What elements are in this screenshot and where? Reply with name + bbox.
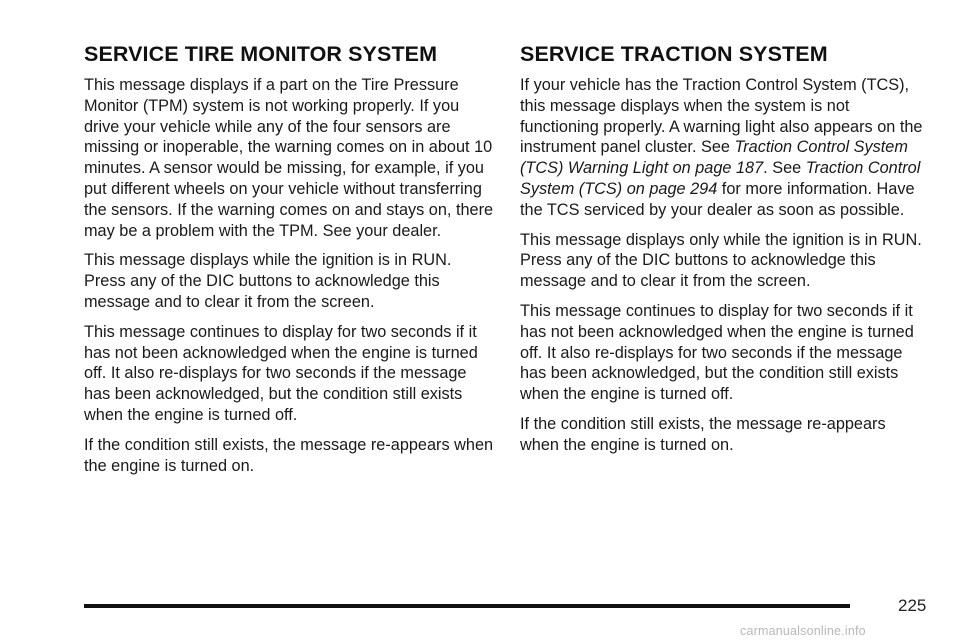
paragraph: This message displays only while the ignition is in RUN. Press any of the DIC buttons to acknowledge this message and to clear it from the screen. — [520, 230, 922, 291]
text-run: . See — [763, 159, 806, 178]
paragraph: This message displays while the ignition is in RUN. Press any of the DIC buttons to acknowledge this message and to clear it from the screen. — [84, 251, 452, 311]
paragraph: If the condition still exists, the message re-appears when the engine is turned on. — [84, 435, 494, 475]
paragraph: This message displays if a part on the Tire Pressure Monitor (TPM) system is not working properly. If you drive your vehicle while any of the four sensors are missing or inoperable, the warning comes on in about 10 minutes. A sensor would be missing, for example, if you put different wheels on your vehicle without transferring the sensors. If the warning comes on and stays on, there may be a problem with the TPM. See your dealer. — [84, 76, 494, 240]
watermark: carmanualsonline.info — [740, 624, 866, 638]
paragraph: This message continues to display for two seconds if it has not been acknowledged when the engine is turned off. It also re-displays for two seconds if the message has been acknowledged, but the condition still exists when the engine is turned off. — [520, 301, 914, 404]
paragraph: If the condition still exists, the message re-appears when the engine is turned on. — [520, 414, 886, 454]
section-heading-tire-monitor: SERVICE TIRE MONITOR SYSTEM — [84, 42, 438, 66]
paragraph-with-references — [520, 75, 928, 221]
paragraph: This message continues to display for two seconds if it has not been acknowledged when the engine is turned off. It also re-displays for two seconds if the message has been acknowledged, but the condition still exists when the engine is turned off. — [84, 322, 478, 424]
section-heading-traction-system: SERVICE TRACTION SYSTEM — [520, 42, 828, 66]
page-number: 225 — [898, 596, 927, 615]
text-run: If your vehicle has the Traction Control System (TCS), this message displays when the system is not functioning properly. A warning light also appears on the instrument panel cluster. See — [520, 76, 923, 157]
cross-reference-tcs[interactable]: Traction Control System (TCS) on page 294 — [520, 159, 921, 198]
cross-reference-warning-light[interactable]: Traction Control System (TCS) Warning Light on page 187 — [520, 138, 908, 178]
left-column — [84, 42, 496, 485]
footer-rule — [84, 604, 850, 608]
right-column — [520, 42, 928, 465]
text-run: for more information. Have the TCS serviced by your dealer as soon as possible. — [520, 179, 915, 219]
